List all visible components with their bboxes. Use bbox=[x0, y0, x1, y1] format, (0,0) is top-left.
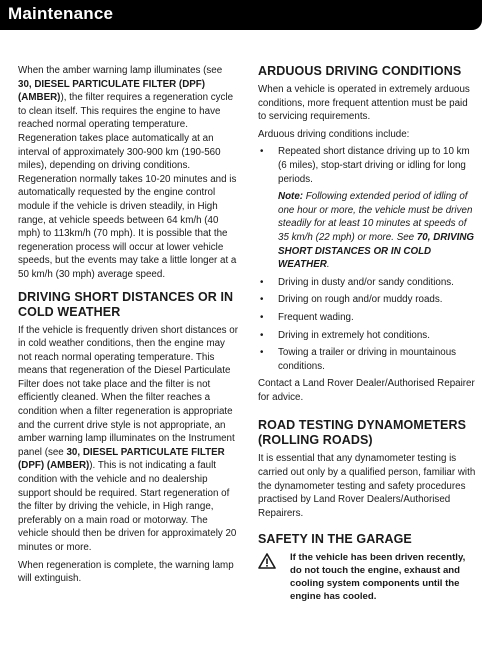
list-item: • Driving in dusty and/or sandy conditions. bbox=[258, 276, 476, 290]
list-item: • Towing a trailer or driving in mountainous conditions. bbox=[258, 346, 476, 373]
arduous-list bbox=[258, 145, 476, 186]
cross-reference-dpf[interactable]: 30, DIESEL PARTICULATE FILTER (DPF) (AMBER) bbox=[18, 78, 206, 104]
list-item: • Driving in extremely hot conditions. bbox=[258, 329, 476, 343]
arduous-paragraph: When a vehicle is operated in extremely arduous conditions, more frequent attention must be paid to servicing requirements. bbox=[258, 84, 470, 123]
short-distance-paragraph bbox=[18, 324, 238, 555]
dpf-paragraph bbox=[18, 64, 238, 282]
list-item: • Driving on rough and/or muddy roads. bbox=[258, 293, 476, 307]
note bbox=[258, 190, 476, 272]
arduous-list-more bbox=[258, 276, 476, 374]
text: ), the filter requires a regeneration cycle to clean itself. This requires the engine to have reached normal operating temperature. Regeneration takes place automatically at an interval of approximately 300-900 km (190-560 miles), depending on driving conditions. Regeneration normally takes 10-20 minutes and is automatically requested by the engine control module if the vehicle is driven steadily, in High range, at vehicle speeds between 64 km/h (40 mph) to 113km/h (70 mph). It is possible that the regeneration process will occur at lower vehicle speeds, but the events may take a little longer at a 50 km/h (30 mph) average speed. bbox=[18, 92, 237, 280]
right-column bbox=[258, 64, 476, 603]
regeneration-complete-paragraph: When regeneration is complete, the warning lamp will extinguish. bbox=[18, 559, 234, 585]
list-item: • Frequent wading. bbox=[258, 311, 476, 325]
cross-reference-short-distances[interactable]: 70, DRIVING SHORT DISTANCES OR IN COLD WEATHER bbox=[278, 231, 475, 271]
text: Following extended period of idling of one hour or more, the vehicle must be driven steadily for at least 10 minutes at speeds of 35 km/h (22 mph) or more. See bbox=[278, 191, 473, 243]
heading-short-distances: DRIVING SHORT DISTANCES OR IN COLD WEATHER bbox=[18, 289, 234, 319]
heading-road-testing: ROAD TESTING DYNAMOMETERS (ROLLING ROADS) bbox=[258, 418, 467, 448]
arduous-include: Arduous driving conditions include: bbox=[258, 128, 410, 140]
road-testing-paragraph: It is essential that any dynamometer testing is carried out only by a qualified person, familiar with the dynamometer testing and safety procedures practised by Land Rover Dealers/Authorised Repairers. bbox=[258, 453, 476, 519]
note-label: Note: bbox=[278, 191, 304, 203]
cross-reference-dpf[interactable]: 30, DIESEL PARTICULATE FILTER (DPF) (AMBER) bbox=[18, 446, 225, 472]
warning-block bbox=[258, 551, 476, 603]
page-title: Maintenance bbox=[8, 4, 114, 23]
contact-paragraph: Contact a Land Rover Dealer/Authorised Repairer for advice. bbox=[258, 378, 475, 403]
text: ). This is not indicating a fault condition with the vehicle and no dealership support should be required. Start regeneration of the filter by driving the vehicle, in High range, preferably on a main road or motorway. The vehicle should then be driven for approximately 20 minutes or more. bbox=[18, 460, 237, 553]
list-item: • Repeated short distance driving up to 10 km (6 miles), stop-start driving or idling for long periods. bbox=[258, 145, 476, 186]
text: If the vehicle is frequently driven short distances or in cold weather conditions, then the engine may not reach normal operating temperature. This means that regeneration of the Diesel Particulate Filter does not take place and the filter is not efficiently cleaned. When the filter reaches a condition when a filter regeneration is appropriate and the current drive style is not appropriate, an amber warning lamp illuminates on the Instrument panel (see bbox=[18, 324, 238, 458]
text: When the amber warning lamp illuminates (see bbox=[18, 65, 223, 76]
heading-safety: SAFETY IN THE GARAGE bbox=[258, 532, 412, 547]
heading-arduous: ARDUOUS DRIVING CONDITIONS bbox=[258, 64, 462, 78]
page-header bbox=[0, 0, 482, 30]
text: . bbox=[326, 259, 330, 271]
left-column bbox=[18, 64, 238, 590]
warning-triangle-icon bbox=[258, 553, 276, 569]
warning-text: If the vehicle has been driven recently, do not touch the engine, exhaust and cooling system components until the engine has cooled. bbox=[290, 552, 466, 603]
